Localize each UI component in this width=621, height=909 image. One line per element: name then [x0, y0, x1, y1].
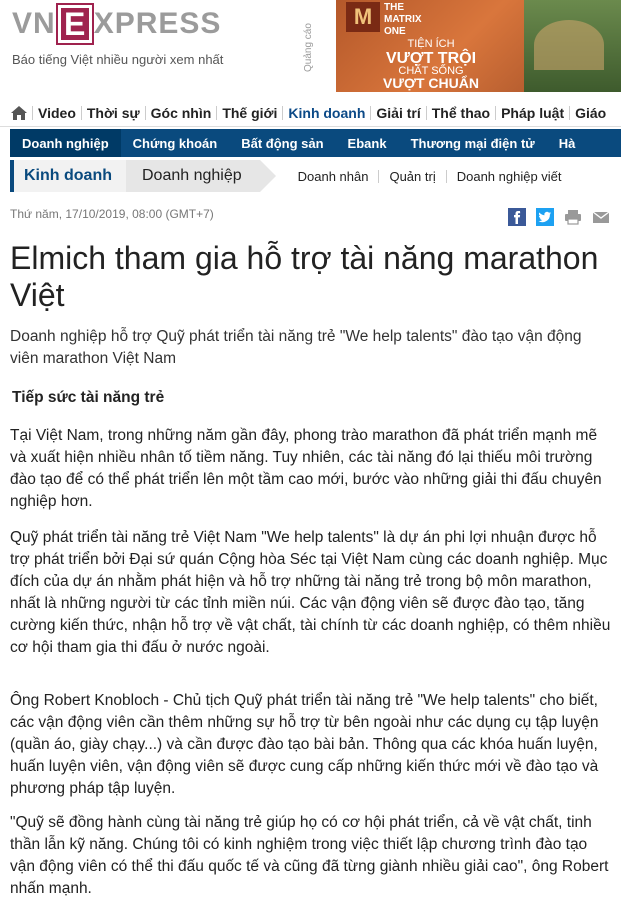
print-icon[interactable] — [563, 207, 583, 227]
email-icon[interactable] — [591, 207, 611, 227]
ad-image — [524, 0, 621, 92]
ad-line-4: VƯỢT CHUẨN — [383, 75, 479, 91]
subnav-item-bat-dong-san[interactable]: Bất động sản — [241, 135, 324, 151]
ad-label: Quảng cáo — [303, 23, 314, 73]
ad-line-1: TIỆN ÍCH — [407, 38, 455, 50]
nav-item-giao-duc[interactable]: Giáo — [569, 106, 611, 120]
logo-text-right: XPRESS — [93, 7, 222, 40]
ad-banner[interactable] — [336, 0, 621, 92]
logo-text-left: VN — [12, 7, 56, 40]
subnav-item-thuong-mai-dien-tu[interactable]: Thương mại điện tử — [410, 135, 535, 151]
article-paragraph-1: Tại Việt Nam, trong những năm gần đây, phong trào marathon đã phát triển mạnh mẽ và xuất hiện nhiều nhân tố tiềm năng. Tuy nhiên, các tài năng đó lại thiếu môi trường đào tạo để có thể phát triển lên một tầm cao mới, bước vào những giải thi đấu chuyên nghiệp hơn. — [10, 427, 602, 510]
nav-item-giai-tri[interactable]: Giải trí — [370, 106, 425, 120]
nav-item-phap-luat[interactable]: Pháp luật — [495, 106, 569, 120]
breadcrumb-current[interactable]: Doanh nghiệp — [126, 160, 260, 192]
facebook-icon[interactable] — [507, 207, 527, 227]
ad-line-3: CHẤT SỐNG — [398, 65, 464, 77]
twitter-icon[interactable] — [535, 207, 555, 227]
article-date: Thứ năm, 17/10/2019, 08:00 (GMT+7) — [10, 207, 214, 221]
article-paragraph-3: Ông Robert Knobloch - Chủ tịch Quỹ phát triển tài năng trẻ "We help talents" cho biết, các vận động viên cần thêm những sự hỗ trợ từ bên ngoài như các dụng cụ tập luyện (quần áo, giày chạy...) và cần được đào tạo bài bản. Thông qua các khóa huấn luyện, huấn luyện viên, vận động viên sẽ được cung cấp những kiến thức mới về đào tạo và phương pháp tập luyện. — [10, 692, 599, 797]
home-icon[interactable] — [6, 100, 32, 126]
article-paragraph-2: Quỹ phát triển tài năng trẻ Việt Nam "We help talents" là dự án phi lợi nhuận được hỗ trợ phát triển bởi Đại sứ quán Cộng hòa Séc tại Việt Nam cùng các doanh nghiệp. Mục đích của dự án nhằm phát hiện và hỗ trợ những tài năng trẻ trong bộ môn marathon, nhất là những người từ các tỉnh miền núi. Các vận động viên sẽ được đào tạo, tăng cường kiến thức, nhận hỗ trợ về vật chất, tài chính từ các doanh nghiệp, có thêm nhiều cơ hội tham gia thi đấu ở nước ngoài. — [10, 529, 611, 656]
nav-item-thoi-su[interactable]: Thời sự — [81, 106, 145, 120]
article-paragraph-4: "Quỹ sẽ đồng hành cùng tài năng trẻ giúp họ có cơ hội phát triển, cả về vật chất, tinh thần lẫn kỹ năng. Chúng tôi có kinh nghiệm trong việc thiết lập chương trình đào tạo vận động viên có thể thi đấu quốc tế và cũng đã từng giành nhiều giải cao", ông Robert nhấn mạnh. — [10, 814, 609, 897]
ad-line-2: VƯỢT TRỘI — [385, 50, 477, 67]
nav-item-kinh-doanh[interactable]: Kinh doanh — [282, 106, 370, 120]
logo-e-box: E — [58, 5, 92, 43]
vnexpress-logo[interactable] — [12, 4, 221, 44]
share-bar — [507, 207, 611, 227]
subnav-item-chung-khoan[interactable]: Chứng khoán — [132, 135, 218, 151]
article-title: Elmich tham gia hỗ trợ tài năng marathon Việt — [10, 240, 599, 313]
article-lead: Doanh nghiệp hỗ trợ Quỹ phát triển tài năng trẻ "We help talents" đào tạo vận động viên marathon Việt Nam — [10, 328, 582, 367]
ad-brand-name: THE MATRIX ONE — [384, 2, 422, 37]
nav-item-video[interactable]: Video — [32, 106, 81, 120]
breadcrumb-section[interactable]: Kinh doanh — [10, 160, 126, 192]
breadcrumb — [10, 160, 621, 192]
ad-brand-mark: M — [346, 2, 380, 32]
breadcrumb-link-doanh-nghiep-viet[interactable]: Doanh nghiệp viết — [446, 170, 572, 183]
breadcrumb-link-doanh-nhan[interactable]: Doanh nhân — [297, 168, 369, 184]
nav-item-the-gioi[interactable]: Thế giới — [216, 106, 282, 120]
section-subnav — [10, 129, 621, 157]
site-header — [0, 0, 621, 96]
site-slogan: Báo tiếng Việt nhiều người xem nhất — [12, 52, 224, 67]
nav-item-the-thao[interactable]: Thể thao — [426, 106, 495, 120]
subnav-item-ha[interactable]: Hà — [558, 135, 576, 151]
subnav-item-ebank[interactable]: Ebank — [347, 135, 387, 151]
main-nav — [0, 100, 621, 127]
subnav-item-doanh-nghiep[interactable]: Doanh nghiệp — [10, 129, 121, 157]
breadcrumb-link-quan-tri[interactable]: Quản trị — [378, 170, 445, 183]
nav-item-goc-nhin[interactable]: Góc nhìn — [145, 106, 217, 120]
article-subhead: Tiếp sức tài năng trẻ — [12, 389, 165, 406]
